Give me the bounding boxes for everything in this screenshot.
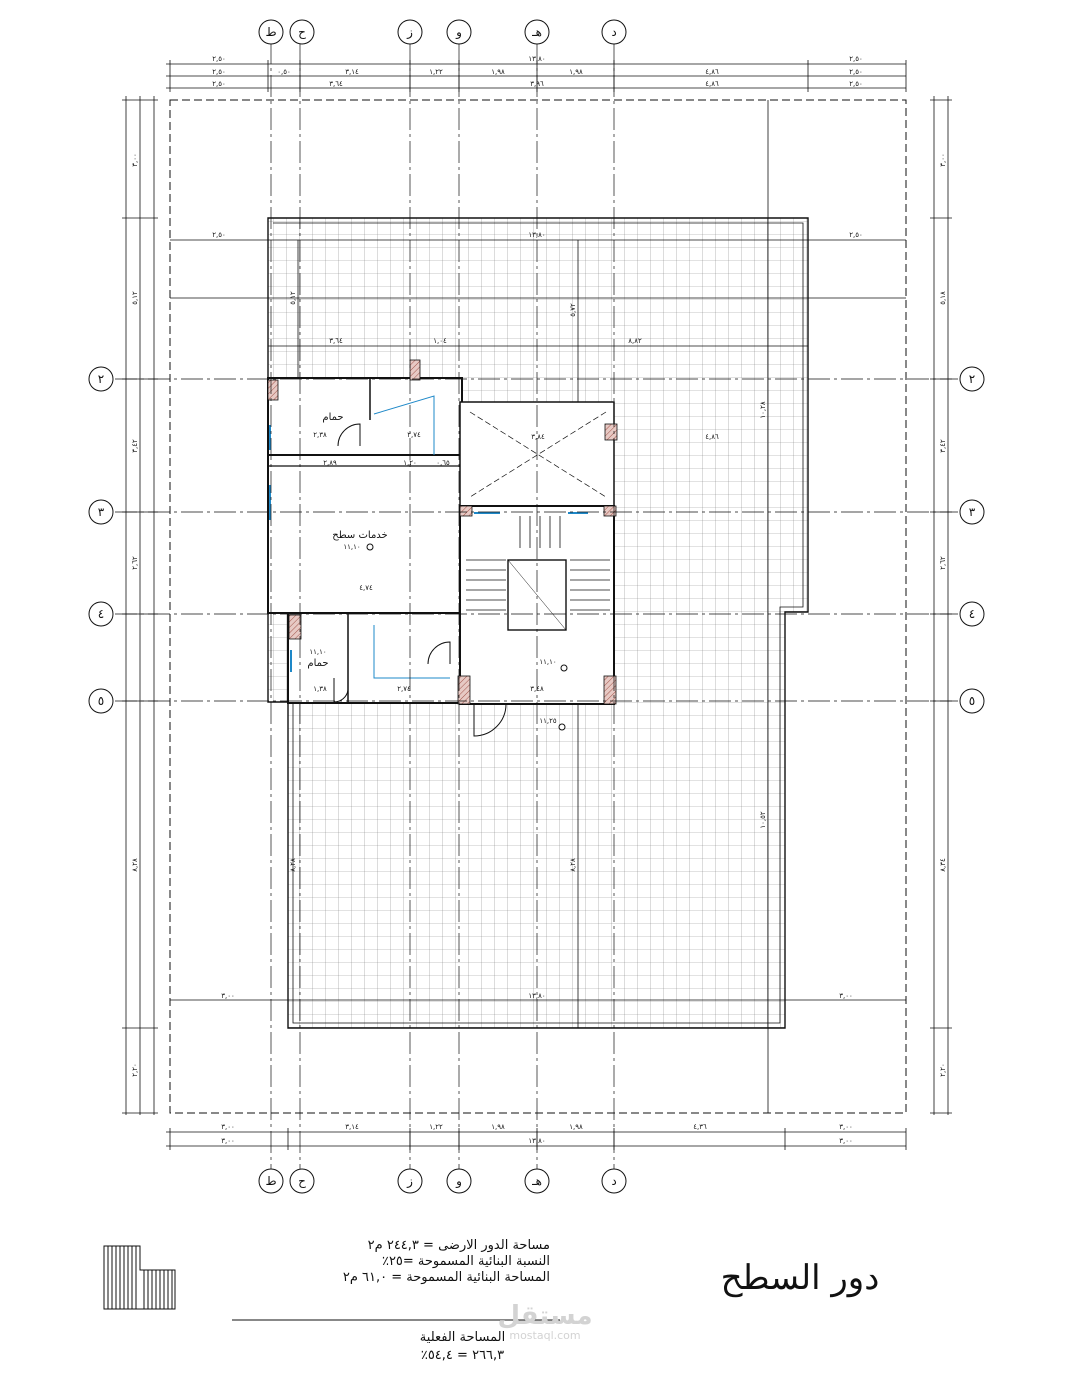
axis-bubble [89,367,113,391]
axis-bubble [89,500,113,524]
dim-bottom-row2 [221,1137,853,1145]
ground-area-note: مساحة الدور الارضى = ٢٤٤,٣ م٢ [367,1238,550,1253]
axis-bubble [89,689,113,713]
plan-label: ٣,٦٤ [329,337,343,345]
plan-label: ٥,٧٢ [569,303,577,317]
axis-bubble [447,1169,471,1193]
plan-label: ٤,٨٦ [705,80,719,88]
axis-bubble [602,20,626,44]
plan-label: ٤,٧٤ [359,584,373,592]
allowed-ratio-note: النسبة البنائية المسموحة =٢٥٪ [381,1254,550,1269]
axis-bubble [960,367,984,391]
plan-label: ز [407,1174,413,1188]
plan-label: ٢,٧٤ [397,685,411,693]
watermark-url: mostaql.com [509,1329,581,1342]
plan-label: د [611,25,617,39]
plan-label: و [456,25,462,39]
plan-label: ٢,٥٠ [212,80,226,88]
plan-label: ١١,١٠ [539,658,557,666]
plan-label: ٣,٠٠ [939,153,947,167]
dim-right [939,153,947,1077]
plan-label: ٢,٦٢ [131,556,139,570]
plan-label: هـ [532,25,542,39]
plan-label: ٤ [968,607,976,621]
plan-label: ٢ [97,372,105,386]
plan-label: ٣,١٤ [345,68,359,76]
axis-bubble [89,602,113,626]
plan-label: ٢,٦٢ [939,556,947,570]
plan-label: ٠,٦٥ [436,459,450,467]
plan-label: ١,٠٤ [433,337,447,345]
plan-label: ١٣,٨٠ [528,231,546,239]
axis-bubble [398,1169,422,1193]
plan-label: ٢,٥٠ [212,231,226,239]
plan-label: ١,٩٨ [491,68,505,76]
plan-label: ٥ [97,694,105,708]
plan-label: ٨,٨٢ [628,337,642,345]
axis-bubble [960,500,984,524]
plan-label: ١,٢٠ [403,459,417,467]
plan-label: ط [265,25,277,39]
plan-label: ١,٢٢ [429,68,443,76]
plan-label: ٥,١٢ [131,291,139,305]
plan-label: د [611,1174,617,1188]
watermark-brand: مستقل [497,1301,593,1331]
room-bath-top: حمام [322,412,344,423]
plan-label: هـ [532,1174,542,1188]
plan-label: ٣ [97,505,105,519]
plan-label: ٨,٣٤ [939,858,947,872]
floor-title: دور السطح [720,1258,880,1298]
dim-top-row2 [212,68,863,76]
plan-label: ٣,٠٠ [221,992,235,1000]
plan-label: ٢,٥٠ [849,231,863,239]
axis-bubbles-right [960,367,984,713]
axis-bubble [525,1169,549,1193]
plan-label: ٣,٤٨ [530,685,544,693]
plan-label: ٣,٠٠ [839,1137,853,1145]
plan-label: ١١,٢٥ [539,717,557,725]
plan-label: ١,٢٢ [429,1123,443,1131]
plan-label: ٥ [968,694,976,708]
plan-label: ح [298,25,306,39]
plan-label: ٣,٠٠ [131,153,139,167]
plan-label: ٤,٨٦ [705,68,719,76]
room-roof-services: خدمات سطح [332,530,388,541]
plan-label: ٢,٥٠ [212,68,226,76]
axis-bubble [960,689,984,713]
room-bath-bottom: حمام [307,658,329,669]
plan-label: ٨,٢٨ [289,858,297,872]
plan-label: ٢,٨٩ [323,459,337,467]
actual-area-title: المساحة الفعلية [419,1330,506,1345]
plan-label: ٥,١٨ [939,291,947,305]
plan-label: ١٣,٨٠ [528,1137,546,1145]
plan-label: ٠,٥٠ [277,68,291,76]
key-plan-icon [104,1246,175,1309]
plan-label: ح [298,1174,306,1188]
plan-label: ١١,١٠ [309,648,327,656]
plan-label: ١٠,٢٨ [759,401,767,419]
axis-bubbles-left [89,367,113,713]
axis-bubble [525,20,549,44]
axis-bubble [290,1169,314,1193]
plan-label: ٢,٣٨ [313,431,327,439]
plan-label: ٢,٥٠ [849,80,863,88]
plan-label: ٣,٠٠ [839,1123,853,1131]
axis-bubble [259,1169,283,1193]
plan-label: ز [407,25,413,39]
axis-bubble [960,602,984,626]
area-notes [250,1238,550,1286]
plan-label: ١٠,٥٢ [759,811,767,829]
plan-label: ٣,٠٠ [839,992,853,1000]
axis-bubbles-bottom [259,1169,626,1193]
plan-label: ٢,٢٠ [131,1063,139,1077]
plan-label: ١,٩٨ [569,1123,583,1131]
plan-label: ٣,٠٠ [221,1137,235,1145]
plan-label: ٤,٣٦ [693,1123,707,1131]
plan-label: ٣,٨٤ [531,433,545,441]
plan-label: ١٣,٨٠ [528,55,546,63]
plan-label: ط [265,1174,277,1188]
plan-label: ١,٩٨ [569,68,583,76]
axis-bubble [602,1169,626,1193]
plan-label: ٥,١٢ [289,291,297,305]
plan-label: ٣,١٤ [345,1123,359,1131]
axis-bubble [447,20,471,44]
plan-label: ٣,٤٢ [131,439,139,453]
plan-label: ٤,٨٦ [705,433,719,441]
axis-bubble [398,20,422,44]
actual-area-value: ٢٦٦,٣ = ٥٤,٤٪ [420,1348,505,1363]
allowed-area-note: المساحة البنائية المسموحة = ٦١,٠ م٢ [342,1270,550,1285]
dim-left [131,153,139,1077]
plan-label: ٣,٩٦ [530,80,544,88]
plan-label: ١,٣٨ [313,685,327,693]
plan-label: ٢,٧٤ [407,431,421,439]
plan-label: ٢,٥٠ [212,55,226,63]
plan-label: ١,٩٨ [491,1123,505,1131]
axis-bubbles-top [259,20,626,44]
axis-bubble [290,20,314,44]
plan-label: ٢ [968,372,976,386]
plan-label: ٨,٢٨ [131,858,139,872]
plan-label: ٢,٢٠ [939,1063,947,1077]
plan-label: ٢,٥٠ [849,68,863,76]
dim-top-row1 [212,55,863,63]
dim-top-row3 [212,80,863,88]
axis-bubble [259,20,283,44]
plan-label: ٣,٦٤ [329,80,343,88]
plan-label: ٢,٥٠ [849,55,863,63]
plan-label: ٨,٢٨ [569,858,577,872]
plan-label: ٤ [97,607,105,621]
plan-label: ١٣,٨٠ [528,992,546,1000]
watermark [480,1302,610,1342]
plan-label: ٣,٤٢ [939,439,947,453]
plan-label: ٣ [968,505,976,519]
plan-label: ٣,٠٠ [221,1123,235,1131]
services-block [268,378,462,613]
plan-label: و [456,1174,462,1188]
plan-label: ١١,١٠ [343,543,361,551]
